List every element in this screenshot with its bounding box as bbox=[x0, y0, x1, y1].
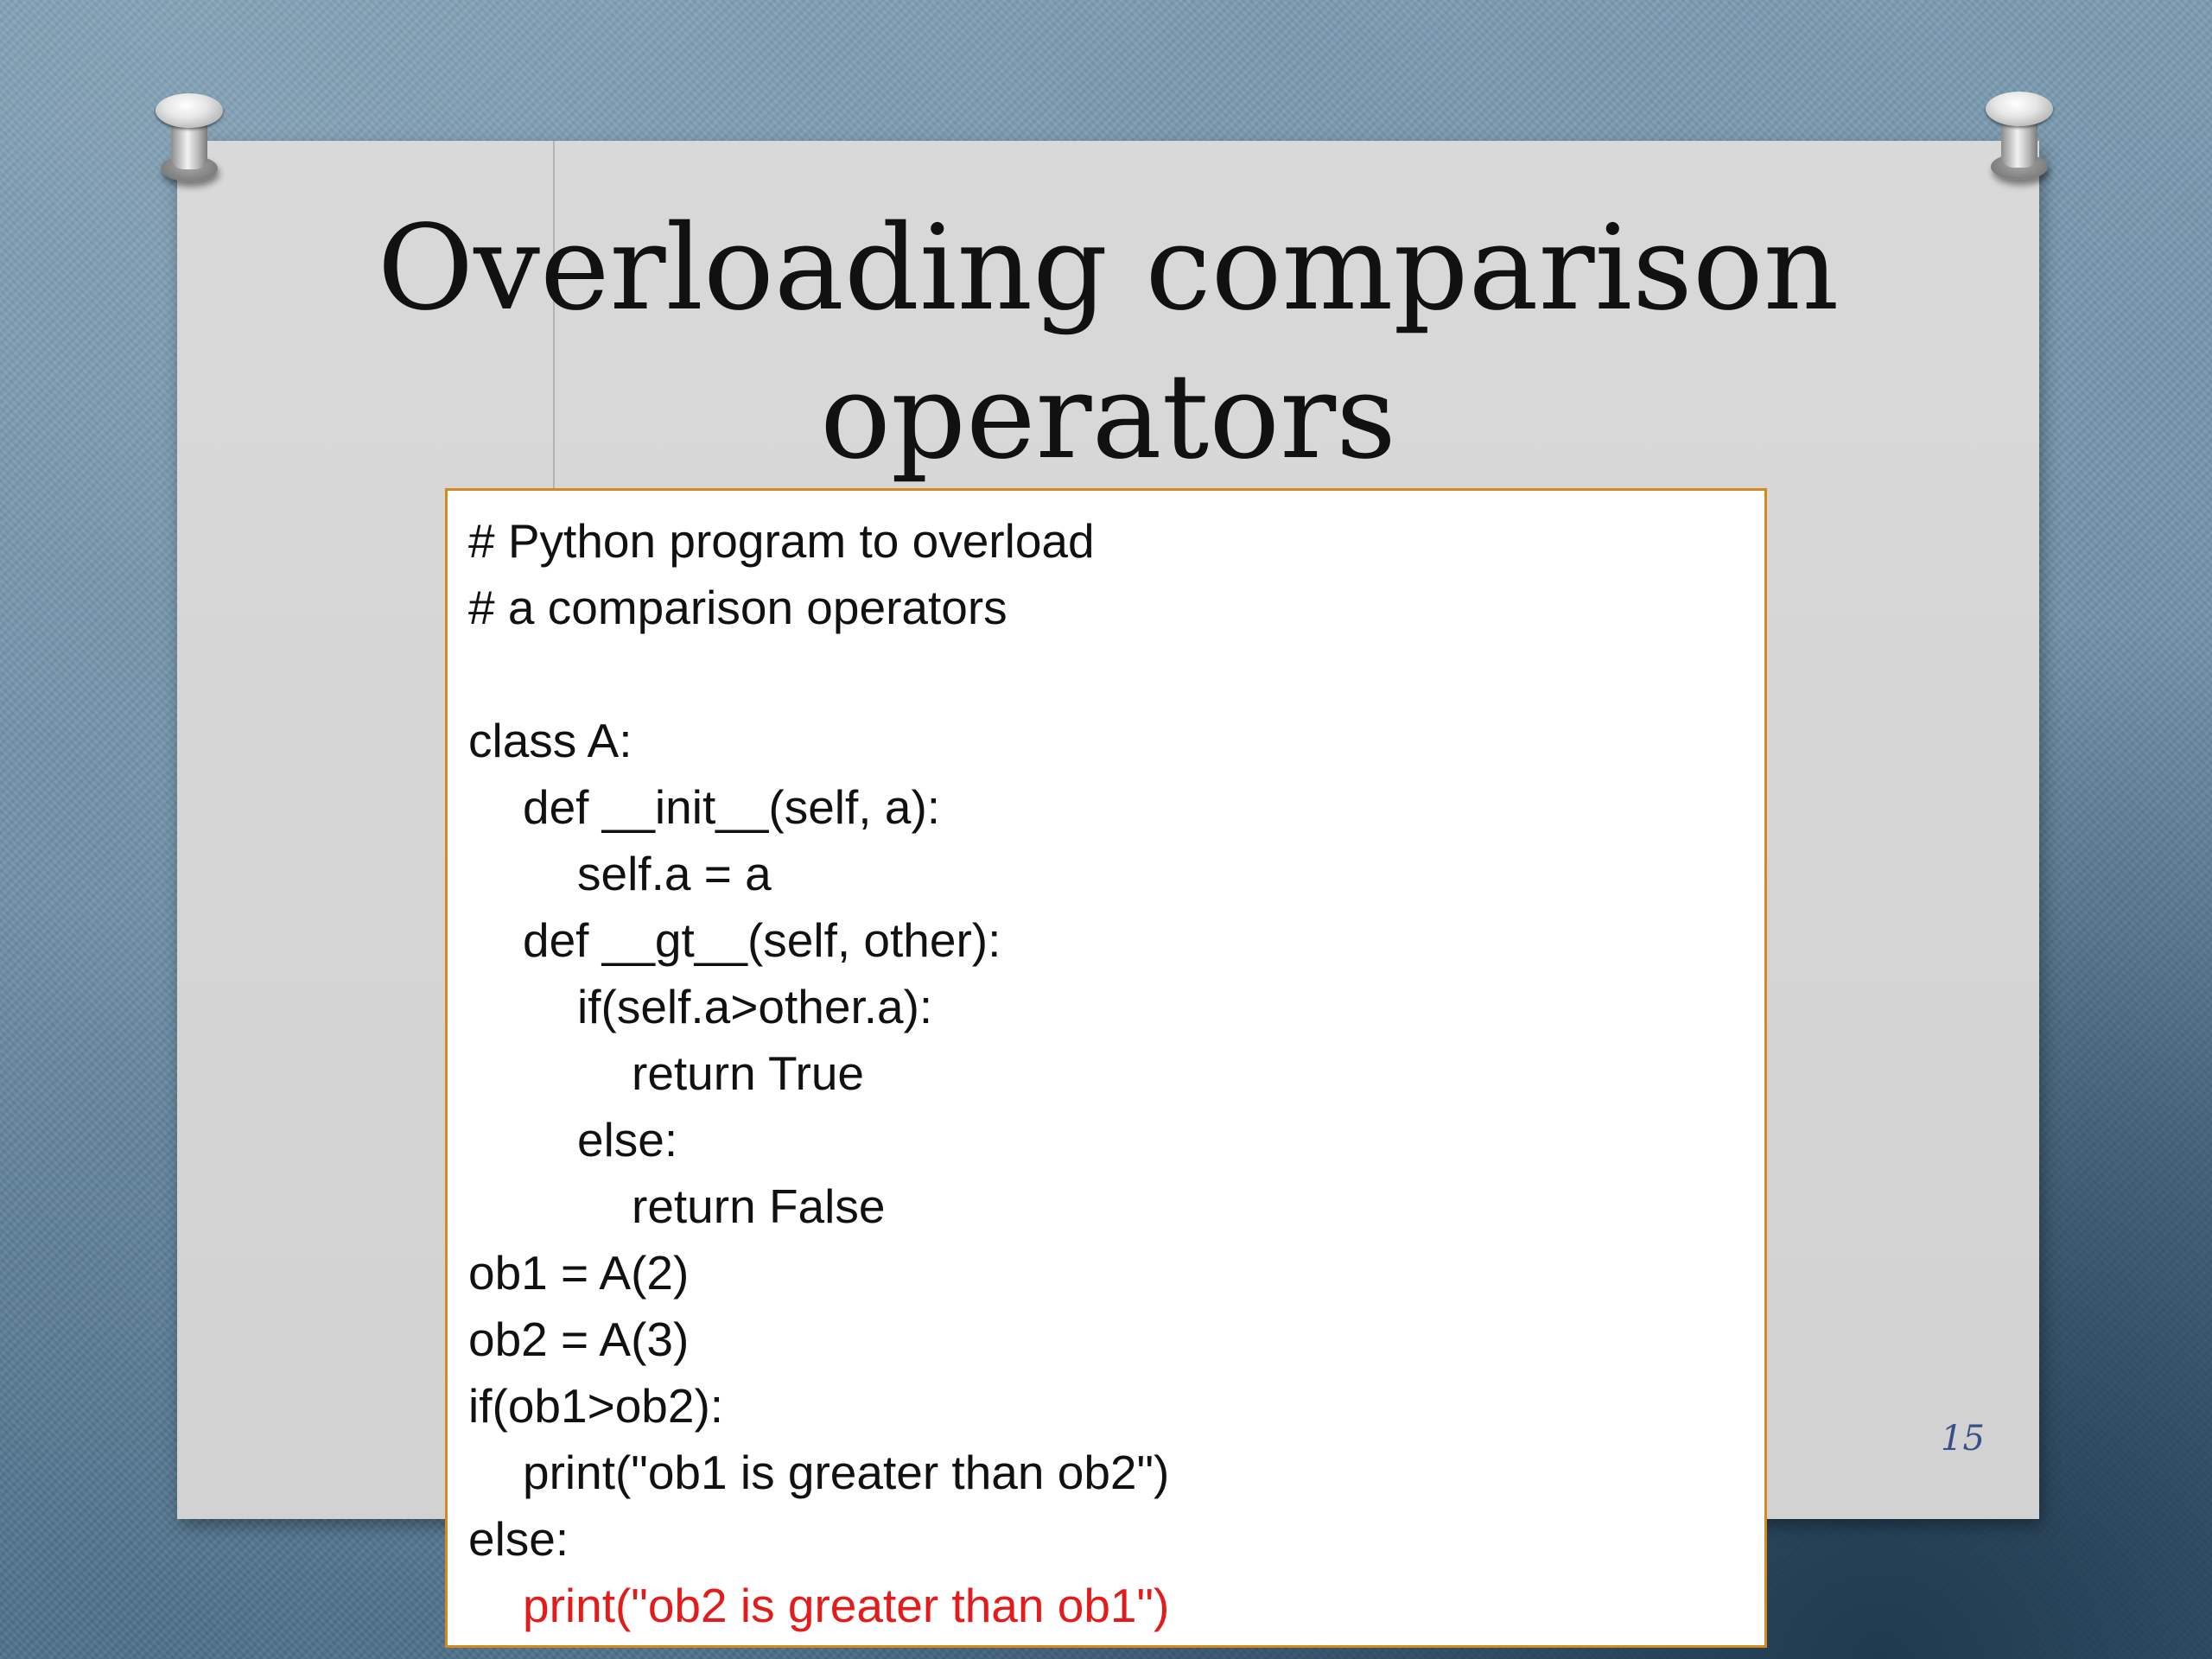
code-line bbox=[468, 641, 1764, 708]
code-line: return True bbox=[632, 1046, 865, 1100]
slide-title: Overloading comparison operators bbox=[377, 200, 1840, 486]
code-line: def __gt__(self, other): bbox=[523, 913, 1001, 967]
code-line: self.a = a bbox=[577, 847, 772, 900]
pushpin-icon bbox=[1986, 92, 2053, 187]
code-line: print("ob2 is greater than ob1") bbox=[523, 1579, 1170, 1632]
page-number: 15 bbox=[1941, 1419, 1985, 1459]
code-line: print("ob1 is greater than ob2") bbox=[523, 1446, 1170, 1499]
code-line: else: bbox=[468, 1512, 569, 1566]
code-box bbox=[445, 488, 1767, 1648]
code-line: if(self.a>other.a): bbox=[577, 980, 933, 1033]
pushpin-icon bbox=[156, 93, 223, 188]
code-line: # Python program to overload bbox=[468, 514, 1095, 568]
code-line: else: bbox=[577, 1113, 678, 1166]
code-line: ob2 = A(3) bbox=[468, 1313, 690, 1366]
code-line: class A: bbox=[468, 714, 632, 767]
code-line: if(ob1>ob2): bbox=[468, 1379, 724, 1433]
code-line: def __init__(self, a): bbox=[523, 780, 941, 834]
code-line: return False bbox=[632, 1179, 886, 1233]
code-line: # a comparison operators bbox=[468, 581, 1007, 634]
code-line: ob1 = A(2) bbox=[468, 1246, 690, 1300]
